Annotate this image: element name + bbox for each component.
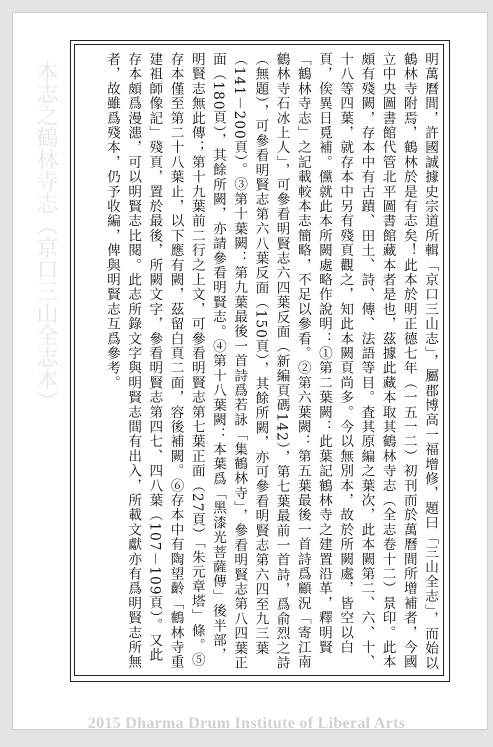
bleed-through-text: 本志之鶴林寺志（京口三山全志本） <box>33 60 58 412</box>
body-paragraph: 明萬曆間，許國誠據史宗道所輯「京口三山志」，屬郡博高一福增修，題曰「三山全志」，而始以鶴林寺附焉，鶴林於是有志矣！此本於明正德七年（一五一二）初刊而於萬曆間所增補者，今國立中央圖書館代管北平圖書館藏本者是也，茲據此藏本取其鶴林寺志（全志卷十二）景印。此本頗有殘闕，存本中有古蹟、田土、詩、傳、法語等目。査其原編之葉次，此本闕第二、六、十、十八等四葉，就存本中另有殘頁觀之，知此本闕頁尚多。今以無別本，故於所闕處，皆空以白頁，俟異日覓補。儻就此本所闕處略作說明：①第二葉闕：此葉記鶴林寺之建置沿革，釋明賢「鶴林寺志」之記載較本志簡略，不足以參看。②第六葉闕：第五葉最後一首詩爲顧況「寄江南鶴林寺石冰上人」，可參看明賢志六四葉反面（新編頁碼142），第七葉最前一首詩，爲俞烈之詩（無題），可參看明賢志第六八葉反面（150頁），其餘所闕，亦可參看明賢志第六四至九三葉（141－200頁）。③第十葉闕：第九葉最後一首詩爲若詠「集鶴林寺」，參看明賢志第八四葉正面（180頁），其餘所闕，亦請參看明賢志。④第十八葉闕：本葉爲「黑漆光菩薩傳」後半部，明賢志無此傳；第十九葉前二行之上文，可參看明賢志第七葉正面（27頁）「朱元章塔」條。⑤存本僅至第二十八葉止，以下應有闕，茲留白頁二面，容後補闕。⑥存本中有陶望齡「鶴林寺重建祖師像記」殘頁，置於最後，所闕文字，參看明賢志第四七、四八葉（107－109頁）。又此存本頗爲漫漶，可以明賢志比閱。此志所錄文字與明賢志間有出入，所載文獻亦有爲明賢志所無者，故雖爲殘本，仍予收編，俾與明賢志互爲參考。 <box>103 52 438 671</box>
body-text-block <box>80 52 440 672</box>
watermark-text: 2015 Dharma Drum Institute of Liberal Arts <box>87 715 406 732</box>
